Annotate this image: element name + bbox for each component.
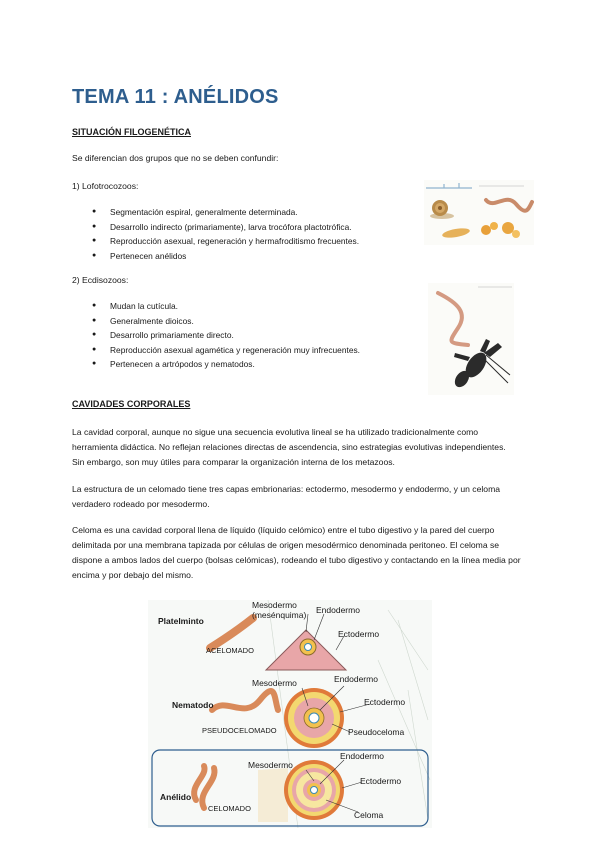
list-item: ● Desarrollo primariamente directo. xyxy=(92,328,422,343)
group2-list xyxy=(92,299,422,372)
intro-text: Se diferencian dos grupos que no se deben confundir: xyxy=(72,153,279,163)
list-item: ● Reproducción asexual, regeneración y hermafroditismo frecuentes. xyxy=(92,234,422,249)
page-title: TEMA 11 : ANÉLIDOS xyxy=(72,86,279,108)
lophotrochozoa-image xyxy=(424,180,534,245)
section-heading-body-cavities: CAVIDADES CORPORALES xyxy=(72,399,191,409)
ecdysozoa-image xyxy=(428,283,514,395)
label-mesodermo-1: Mesodermo xyxy=(252,600,297,610)
label-ectodermo-3: Ectodermo xyxy=(360,776,402,786)
group1-label: 1) Lofotrocozoos: xyxy=(72,181,139,191)
list-item: ● Segmentación espiral, generalmente determinada. xyxy=(92,205,422,220)
list-item: ● Generalmente dioicos. xyxy=(92,314,422,329)
label-mesenquima: (mesénquima) xyxy=(252,610,307,620)
label-endodermo-2: Endodermo xyxy=(334,674,378,684)
label-mesodermo-2: Mesodermo xyxy=(252,678,297,688)
paragraph-2: La estructura de un celomado tiene tres capas embrionarias: ectodermo, mesodermo y endodermo, y un celoma verdadero rodeado por mesodermo. xyxy=(72,484,501,509)
label-platelminto: Platelminto xyxy=(158,616,204,626)
label-nematodo: Nematodo xyxy=(172,700,214,710)
body-cavity-diagram xyxy=(148,600,432,828)
label-pseudoceloma: Pseudoceloma xyxy=(348,727,405,737)
label-anelido: Anélido xyxy=(160,792,192,802)
list-item: ● Mudan la cutícula. xyxy=(92,299,422,314)
label-acelomado: ACELOMADO xyxy=(206,646,254,655)
label-ectodermo-1: Ectodermo xyxy=(338,629,380,639)
list-item: ● Pertenecen anélidos xyxy=(92,249,422,264)
paragraph-3: Celoma es una cavidad corporal llena de líquido (líquido celómico) entre el tubo digestivo y la pared del cuerpo delimitada por una membrana tapizada por células de origen mesodérmico denominada peritoneo. El celoma se dispone a ambos lados del cuerpo (bolsas celómicas), rodeando el tubo digestivo y contactando en la línea media por encima y por debajo del mismo. xyxy=(72,525,521,580)
group1-list xyxy=(92,205,422,263)
group2-label: 2) Ecdisozoos: xyxy=(72,275,129,285)
label-ectodermo-2: Ectodermo xyxy=(364,697,406,707)
list-item: ● Reproducción asexual agamética y regeneración muy infrecuentes. xyxy=(92,343,422,358)
label-celoma: Celoma xyxy=(354,810,384,820)
list-item: ● Desarrollo indirecto (primariamente), larva trocófora plactotrófica. xyxy=(92,220,422,235)
label-mesodermo-3: Mesodermo xyxy=(248,760,293,770)
label-pseudocelomado: PSEUDOCELOMADO xyxy=(202,726,277,735)
section-heading-phylogeny: SITUACIÓN FILOGENÉTICA xyxy=(72,127,191,137)
label-celomado: CELOMADO xyxy=(208,804,251,813)
label-endodermo-1: Endodermo xyxy=(316,605,360,615)
paragraph-1: La cavidad corporal, aunque no sigue una secuencia evolutiva lineal se ha utilizado tradicionalmente como herramienta didáctica. No reflejan relaciones directas de ascendencia, sino estrategias evolutivas independientes. Sin embargo, son muy útiles para comparar la organización interna de los metazoos. xyxy=(72,427,506,467)
list-item: ● Pertenecen a artrópodos y nematodos. xyxy=(92,357,422,372)
label-endodermo-3: Endodermo xyxy=(340,751,384,761)
